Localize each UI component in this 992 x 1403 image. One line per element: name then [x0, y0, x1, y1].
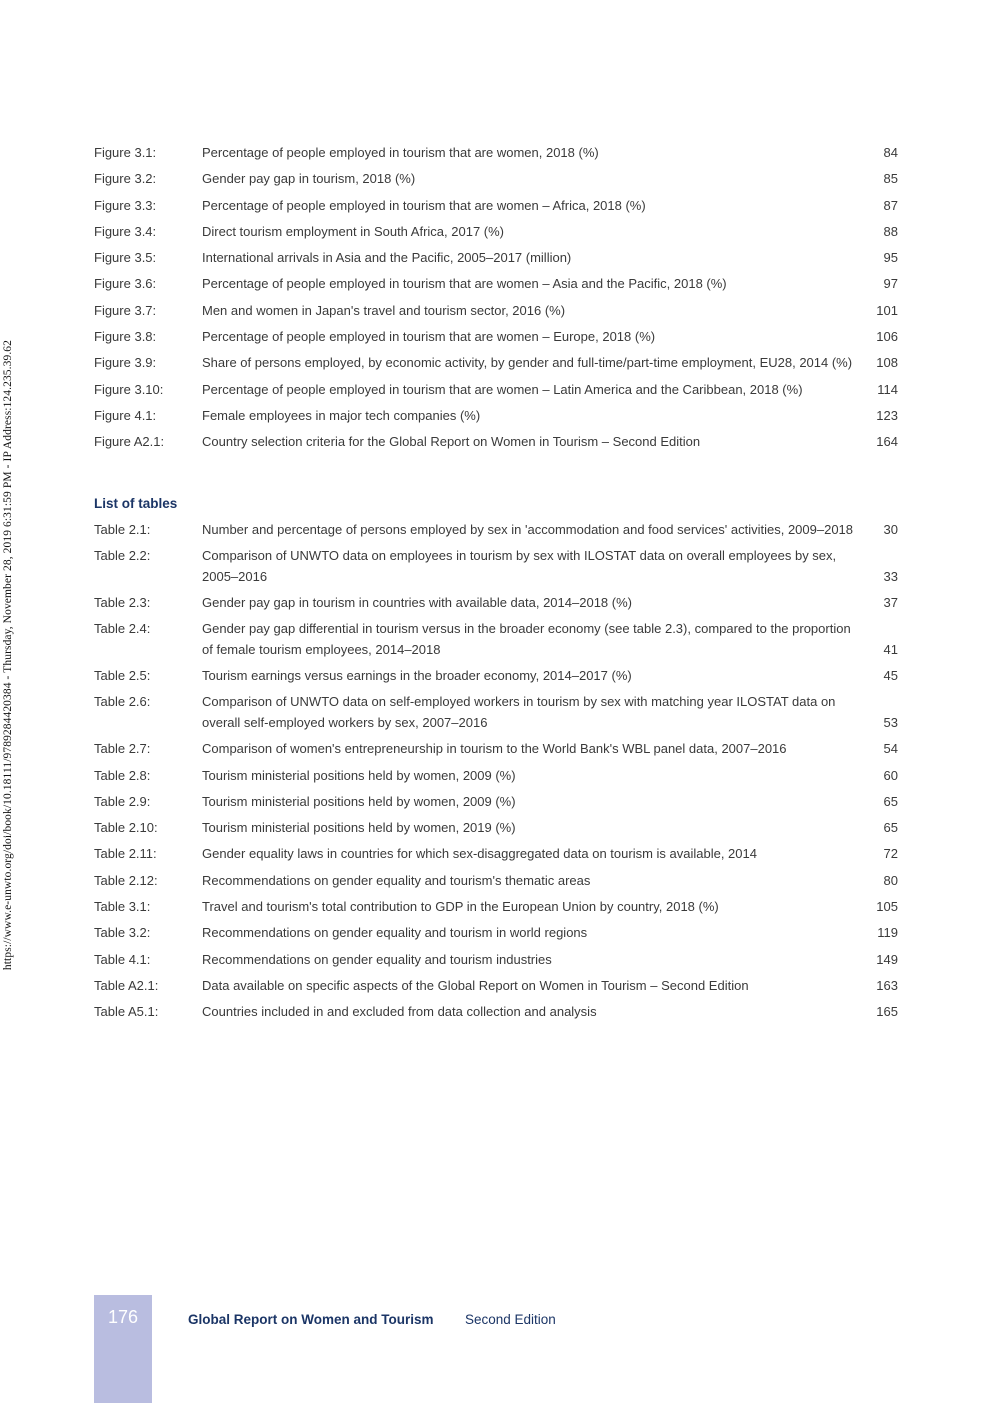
- entry-page-number: 149: [876, 951, 898, 967]
- table-entry[interactable]: [94, 520, 898, 541]
- figure-entry[interactable]: [94, 248, 898, 269]
- entry-label: Figure 3.5:: [94, 250, 157, 266]
- table-entry[interactable]: [94, 871, 898, 892]
- entry-label: Figure 3.3:: [94, 197, 157, 213]
- table-entry[interactable]: [94, 923, 898, 944]
- entry-label: Figure 3.8:: [94, 329, 157, 345]
- entry-title: Percentage of people employed in tourism that are women – Africa, 2018 (%): [202, 197, 646, 213]
- entry-page-number: 101: [876, 302, 898, 318]
- entry-page-number: 97: [883, 276, 898, 292]
- entry-page-number: 119: [877, 925, 898, 941]
- table-entry[interactable]: [94, 692, 898, 733]
- entry-page-number: 108: [876, 355, 898, 371]
- entry-page-number: 87: [883, 197, 898, 213]
- figure-entry[interactable]: [94, 301, 898, 322]
- entry-label: Table 2.11:: [94, 846, 157, 862]
- table-entry[interactable]: [94, 844, 898, 865]
- entry-title: Direct tourism employment in South Africa, 2017 (%): [202, 223, 505, 239]
- table-entry[interactable]: [94, 619, 898, 660]
- entry-title: Comparison of UNWTO data on self-employed workers in tourism by sex with matching year ILOSTAT data on overall self-employed workers by sex, 2007–2016: [202, 694, 836, 730]
- entry-page-number: 164: [876, 434, 898, 450]
- entry-page-number: 105: [876, 899, 898, 915]
- entry-label: Table 2.2:: [94, 548, 151, 564]
- table-entry[interactable]: [94, 950, 898, 971]
- entry-label: Figure 3.7:: [94, 302, 157, 318]
- entry-title: Female employees in major tech companies (%): [202, 407, 481, 423]
- table-entry[interactable]: [94, 593, 898, 614]
- entry-page-number: 65: [883, 820, 898, 836]
- figure-entry[interactable]: [94, 327, 898, 348]
- entry-title: Recommendations on gender equality and tourism industries: [202, 951, 552, 967]
- entry-label: Table 2.5:: [94, 668, 151, 684]
- entry-label: Table 2.3:: [94, 595, 151, 611]
- entry-label: Table A2.1:: [94, 977, 159, 993]
- figure-entry[interactable]: [94, 222, 898, 243]
- entry-title: Tourism ministerial positions held by women, 2019 (%): [202, 820, 516, 836]
- entry-title: Percentage of people employed in tourism that are women – Asia and the Pacific, 2018 (%): [202, 276, 727, 292]
- entry-title: Percentage of people employed in tourism that are women – Latin America and the Caribbean, 2018 (%): [202, 381, 803, 397]
- entry-title: Comparison of women's entrepreneurship in tourism to the World Bank's WBL panel data, 2007–2016: [202, 741, 787, 757]
- entry-label: Table 2.8:: [94, 767, 151, 783]
- entry-page-number: 163: [876, 977, 898, 993]
- entry-label: Figure 3.9:: [94, 355, 157, 371]
- entry-label: Figure 3.1:: [94, 145, 157, 160]
- entry-page-number: 165: [876, 1004, 898, 1020]
- figure-entry[interactable]: [94, 406, 898, 427]
- entry-title: Recommendations on gender equality and tourism's thematic areas: [202, 872, 591, 888]
- entry-label: Table 2.9:: [94, 793, 151, 809]
- entry-page-number: 114: [877, 381, 898, 397]
- entry-title: Travel and tourism's total contribution to GDP in the European Union by country, 2018 (%): [202, 899, 719, 915]
- entry-title: Percentage of people employed in tourism that are women – Europe, 2018 (%): [202, 329, 656, 345]
- entry-label: Table 2.7:: [94, 741, 151, 757]
- entry-page-number: 45: [883, 668, 898, 684]
- entry-page-number: 60: [883, 767, 898, 783]
- entry-label: Figure 3.6:: [94, 276, 157, 292]
- entry-page-number: 54: [883, 741, 898, 757]
- footer-report-title: Global Report on Women and Tourism: [188, 1312, 434, 1327]
- figure-entry[interactable]: [94, 196, 898, 217]
- list-of-tables: [94, 520, 898, 1029]
- table-entry[interactable]: [94, 546, 898, 587]
- entry-label: Table 2.1:: [94, 522, 151, 537]
- entry-page-number: 95: [883, 250, 898, 266]
- entry-page-number: 33: [883, 568, 898, 584]
- table-entry[interactable]: [94, 792, 898, 813]
- download-stamp: https://www.e-unwto.org/doi/book/10.18111/9789284420384 - Thursday, November 28, 2019 6:31:59 PM - IP Address:124.235.39.62: [2, 340, 14, 971]
- entry-title: Share of persons employed, by economic activity, by gender and full-time/part-time employment, EU28, 2014 (%): [202, 355, 853, 371]
- entry-page-number: 123: [876, 407, 898, 423]
- entry-page-number: 41: [883, 641, 898, 657]
- entry-title: Number and percentage of persons employed by sex in 'accommodation and food services' activities, 2009–2018: [202, 522, 854, 537]
- entry-title: Data available on specific aspects of the Global Report on Women in Tourism – Second Edition: [202, 977, 749, 993]
- entry-label: Table 2.6:: [94, 694, 151, 710]
- page-number: 176: [107, 1307, 139, 1327]
- figure-entry[interactable]: [94, 380, 898, 401]
- entry-page-number: 37: [883, 595, 898, 611]
- table-entry[interactable]: [94, 818, 898, 839]
- entry-page-number: 88: [883, 223, 898, 239]
- entry-title: Recommendations on gender equality and tourism in world regions: [202, 925, 588, 941]
- entry-title: Tourism ministerial positions held by women, 2009 (%): [202, 767, 516, 783]
- entry-label: Table 3.2:: [94, 925, 151, 941]
- page-number-tab: [94, 1295, 152, 1403]
- entry-title: Countries included in and excluded from data collection and analysis: [202, 1004, 597, 1020]
- tables-heading: List of tables: [94, 496, 178, 511]
- figure-entry[interactable]: [94, 432, 898, 453]
- table-entry[interactable]: [94, 897, 898, 918]
- entry-title: Country selection criteria for the Global Report on Women in Tourism – Second Edition: [202, 434, 701, 450]
- entry-label: Figure 3.4:: [94, 223, 157, 239]
- entry-label: Table 2.4:: [94, 621, 151, 637]
- table-entry[interactable]: [94, 739, 898, 760]
- entry-page-number: 85: [883, 171, 898, 187]
- entry-title: Gender equality laws in countries for which sex-disaggregated data on tourism is available, 2014: [202, 846, 757, 862]
- entry-page-number: 106: [876, 329, 898, 345]
- entry-title: International arrivals in Asia and the Pacific, 2005–2017 (million): [202, 250, 572, 266]
- table-entry[interactable]: [94, 666, 898, 687]
- entry-page-number: 80: [883, 872, 898, 888]
- entry-label: Table 4.1:: [94, 951, 151, 967]
- entry-page-number: 30: [883, 522, 898, 537]
- entry-label: Table 2.12:: [94, 872, 158, 888]
- entry-title: Tourism earnings versus earnings in the broader economy, 2014–2017 (%): [202, 668, 632, 684]
- figure-entry[interactable]: [94, 169, 898, 190]
- entry-title: Gender pay gap differential in tourism versus in the broader economy (see table 2.3), compared to the proportion of female tourism employees, 2014–2018: [202, 621, 851, 657]
- table-entry[interactable]: [94, 976, 898, 997]
- list-of-figures: [94, 143, 898, 459]
- entry-page-number: 65: [883, 793, 898, 809]
- entry-page-number: 53: [883, 714, 898, 730]
- entry-page-number: 84: [883, 145, 898, 160]
- entry-title: Gender pay gap in tourism, 2018 (%): [202, 171, 416, 187]
- entry-label: Figure 3.2:: [94, 171, 157, 187]
- entry-label: Table 3.1:: [94, 899, 151, 915]
- entry-title: Gender pay gap in tourism in countries with available data, 2014–2018 (%): [202, 595, 632, 611]
- entry-label: Figure 3.10:: [94, 381, 164, 397]
- entry-label: Figure 4.1:: [94, 407, 157, 423]
- entry-title: Tourism ministerial positions held by women, 2009 (%): [202, 793, 516, 809]
- entry-title: Percentage of people employed in tourism that are women, 2018 (%): [202, 145, 599, 160]
- entry-label: Table A5.1:: [94, 1004, 159, 1020]
- entry-title: Comparison of UNWTO data on employees in tourism by sex with ILOSTAT data on overall employees by sex, 2005–2016: [202, 548, 837, 584]
- figure-entry[interactable]: [94, 274, 898, 295]
- table-entry[interactable]: [94, 1002, 898, 1023]
- figure-entry[interactable]: [94, 353, 898, 374]
- entry-title: Men and women in Japan's travel and tourism sector, 2016 (%): [202, 302, 566, 318]
- figure-entry[interactable]: [94, 143, 898, 164]
- entry-label: Figure A2.1:: [94, 434, 165, 450]
- entry-label: Table 2.10:: [94, 820, 158, 836]
- table-entry[interactable]: [94, 766, 898, 787]
- footer-edition: Second Edition: [465, 1312, 556, 1327]
- entry-page-number: 72: [883, 846, 898, 862]
